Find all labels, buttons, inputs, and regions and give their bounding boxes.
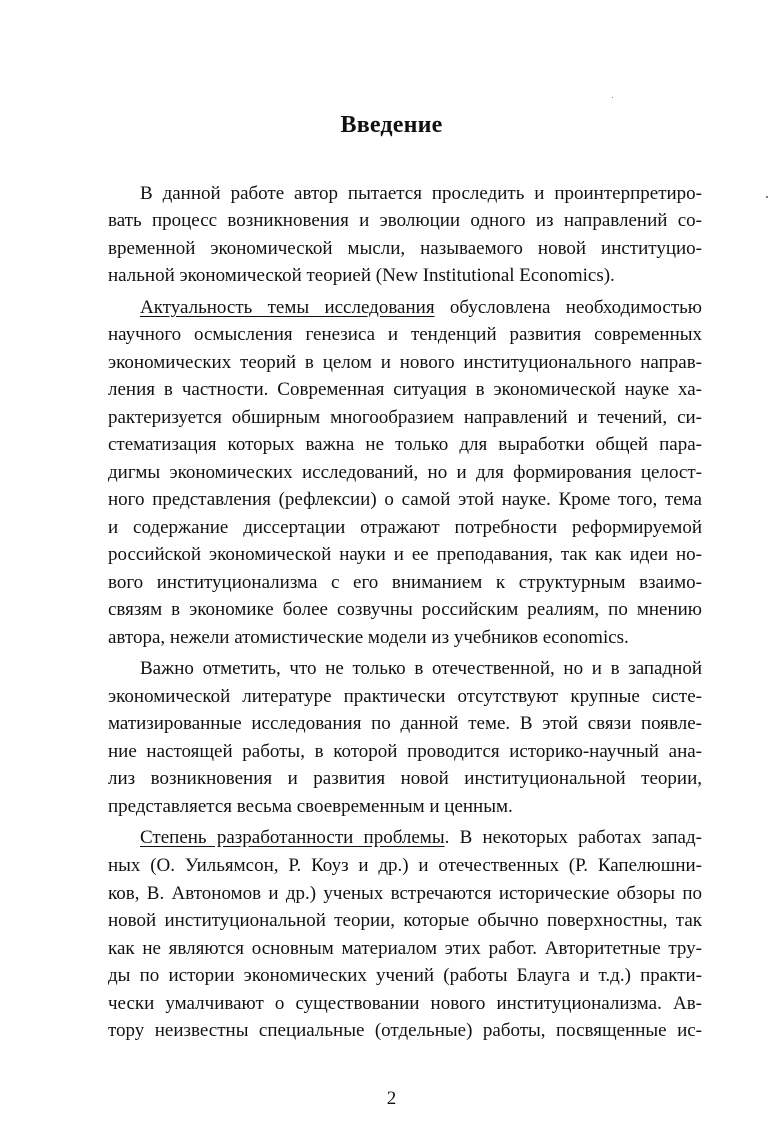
text-fragment: обусловлена необходимостью	[449, 297, 703, 318]
text-line: автора, нежели атомистические модели из учебников economics.	[108, 627, 629, 648]
text-line: ления в частности. Современная ситуация в экономической науке ха-	[108, 379, 702, 400]
text-line: научного осмысления генезиса и тенденций развития современных	[108, 324, 702, 345]
text-line: лиз возникновения и развития новой институциональной теории,	[108, 768, 702, 789]
text-line: ных (О. Уильямсон, Р. Коуз и др.) и отечественных (Р. Капелюшни-	[108, 855, 702, 876]
text-line: рактеризуется обширным многообразием направлений и течений, си-	[108, 407, 702, 428]
text-line: матизированные исследования по данной теме. В этой связи появле-	[108, 713, 702, 734]
text-line: экономической литературе практически отсутствуют крупные систе-	[108, 686, 702, 707]
text-line: стематизация которых важна не только для выработки общей пара-	[108, 434, 702, 455]
text-line: вать процесс возникновения и эволюции одного из направлений со-	[108, 210, 702, 231]
page-title: Введение	[340, 112, 443, 138]
text-line: и содержание диссертации отражают потребности реформируемой	[108, 517, 702, 538]
text-line: как не являются основным материалом этих работ. Авторитетные тру-	[108, 938, 702, 959]
text-line: В данной работе автор пытается проследить и проинтерпретиро-	[140, 183, 702, 204]
page-number: 2	[386, 1088, 397, 1109]
text-line: ды по истории экономических учений (работы Блауга и т.д.) практи-	[108, 965, 702, 986]
text-line: вого институционализма с его вниманием к структурным взаимо-	[108, 572, 702, 593]
scan-speck	[612, 97, 613, 98]
text-line: связям в экономике более созвучны российским реалиям, по мнению	[108, 599, 702, 620]
text-line: Важно отметить, что не только в отечественной, но и в западной	[140, 658, 702, 679]
text-line: ного представления (рефлексии) о самой этой науке. Кроме того, тема	[108, 489, 702, 510]
text-line-relevance	[140, 294, 702, 321]
text-line: представляется весьма своевременным и ценным.	[108, 796, 513, 817]
text-line: ков, В. Автономов и др.) ученых встречаются исторические обзоры по	[108, 883, 702, 904]
text-line-development	[140, 824, 702, 851]
text-line: новой институциональной теории, которые обычно поверхностны, так	[108, 910, 702, 931]
text-fragment: . В некоторых работах запад-	[444, 827, 702, 848]
text-line: чески умалчивают о существовании нового институционализма. Ав-	[108, 993, 702, 1014]
text-line: ние настоящей работы, в которой проводится историко-научный ана-	[108, 741, 702, 762]
relevance-heading: Актуальность темы исследования	[140, 297, 435, 318]
scan-speck	[766, 196, 768, 198]
text-line: тору неизвестны специальные (отдельные) работы, посвященные ис-	[108, 1020, 702, 1041]
text-line: российской экономической науки и ее преподавания, так как идеи но-	[108, 544, 702, 565]
text-line: экономических теорий в целом и нового институционального направ-	[108, 352, 702, 373]
text-line: временной экономической мысли, называемого новой институцио-	[108, 238, 702, 259]
text-line: нальной экономической теорией (New Institutional Economics).	[108, 265, 615, 286]
text-line: дигмы экономических исследований, но и для формирования целост-	[108, 462, 702, 483]
development-heading: Степень разработанности проблемы	[140, 827, 445, 848]
